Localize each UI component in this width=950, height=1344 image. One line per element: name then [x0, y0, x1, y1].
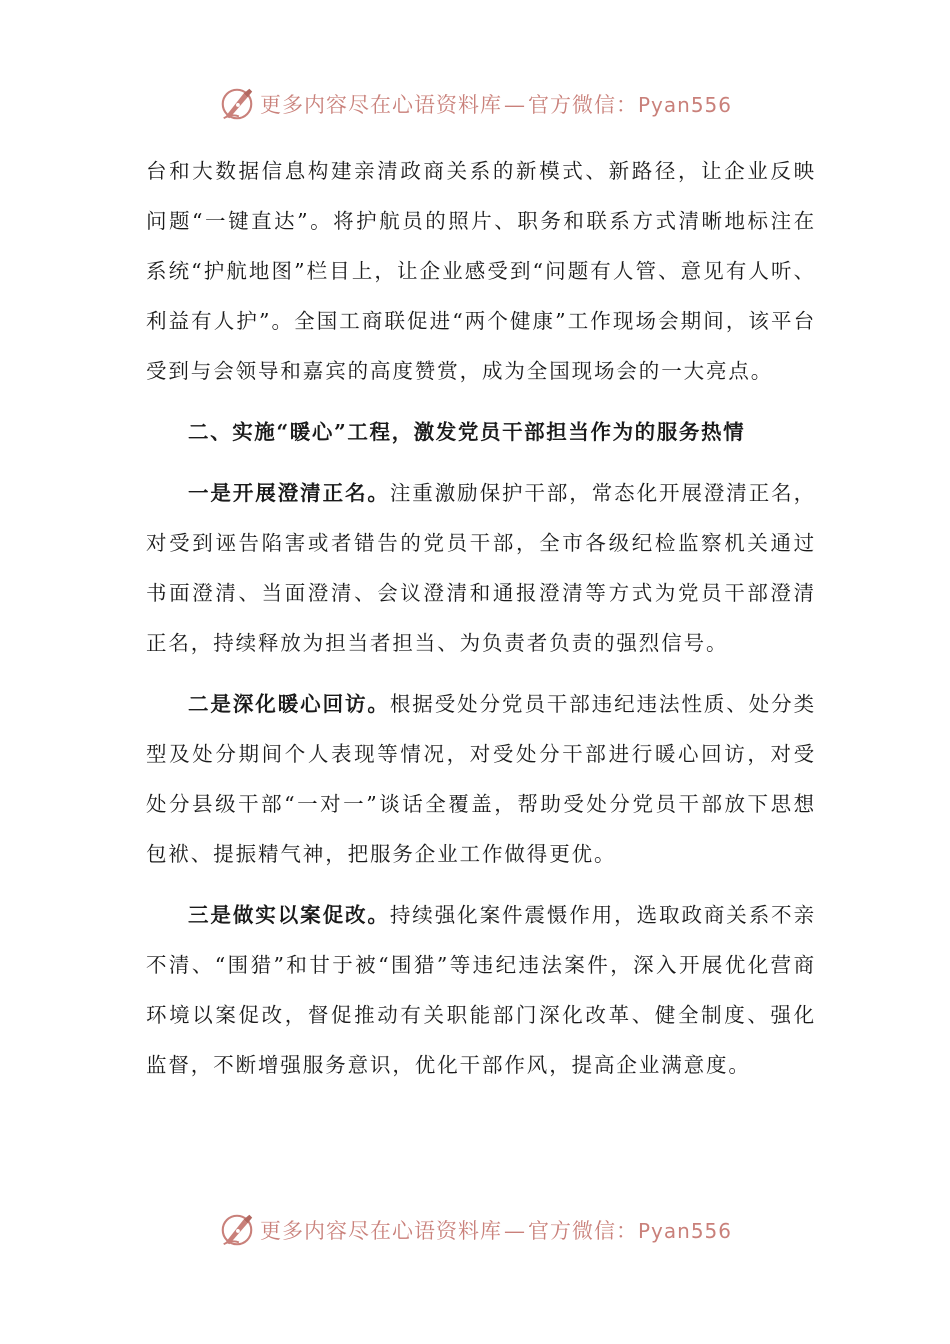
item-2-lead: 二是深化暖心回访。: [188, 692, 390, 716]
paragraph-item-2: [146, 679, 816, 879]
item-1-text: 注重激励保护干部，常态化开展澄清正名，对受到诬告陷害或者错告的党员干部，全市各级纪检监察机关通过书面澄清、当面澄清、会议澄清和通报澄清等方式为党员干部澄清正名，持续释放为担当者担当、为负责者负责的强烈信号。: [146, 481, 816, 655]
item-1-lead: 一是开展澄清正名。: [188, 481, 390, 505]
item-3-lead: 三是做实以案促改。: [188, 903, 390, 927]
banner-wechat-id: Pyan556: [637, 1219, 732, 1243]
item-2-text: 根据受处分党员干部违纪违法性质、处分类型及处分期间个人表现等情况，对受处分干部进行暖心回访，对受处分县级干部“一对一”谈话全覆盖，帮助受处分党员干部放下思想包袱、提振精气神，把服务企业工作做得更优。: [146, 692, 816, 866]
document-body: [146, 146, 816, 1090]
banner-brand: 更多内容尽在心语资料库: [259, 93, 502, 117]
banner-text: [260, 89, 732, 119]
footer-banner: [0, 1208, 950, 1252]
pen-nib-logo-icon: [218, 85, 256, 123]
banner-separator: —: [503, 1219, 526, 1243]
banner-brand: 更多内容尽在心语资料库: [259, 1219, 502, 1243]
item-3-text: 持续强化案件震慑作用，选取政商关系不亲不清、“围猎”和甘于被“围猎”等违纪违法案件，深入开展优化营商环境以案促改，督促推动有关职能部门深化改革、健全制度、强化监督，不断增强服务意识，优化干部作风，提高企业满意度。: [146, 903, 816, 1077]
banner-label: 官方微信：: [527, 93, 638, 117]
paragraph-platform: 台和大数据信息构建亲清政商关系的新模式、新路径，让企业反映问题“一键直达”。将护航员的照片、职务和联系方式清晰地标注在系统“护航地图”栏目上，让企业感受到“问题有人管、意见有人听、利益有人护”。全国工商联促进“两个健康”工作现场会期间，该平台受到与会领导和嘉宾的高度赞赏，成为全国现场会的一大亮点。: [146, 159, 816, 383]
banner-label: 官方微信：: [527, 1219, 638, 1243]
section-heading-2: 二、实施“暖心”工程，激发党员干部担当作为的服务热情: [188, 420, 746, 444]
paragraph-item-3: [146, 890, 816, 1090]
header-banner: [0, 82, 950, 126]
banner-separator: —: [503, 93, 526, 117]
paragraph-item-1: [146, 468, 816, 668]
banner-wechat-id: Pyan556: [637, 93, 732, 117]
banner-text: [260, 1215, 732, 1245]
pen-nib-logo-icon: [218, 1211, 256, 1249]
